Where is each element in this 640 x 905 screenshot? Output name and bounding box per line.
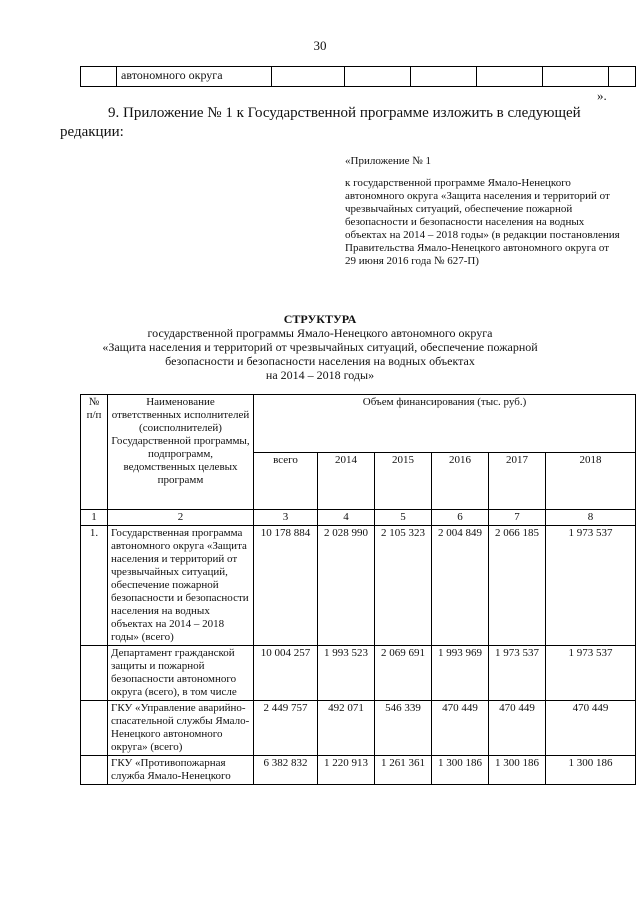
- structure-line: безопасности и безопасности населения на водных объектах: [165, 354, 475, 368]
- row-value: 492 071: [318, 701, 375, 756]
- table-row: [81, 526, 636, 646]
- table-cell: [81, 67, 117, 87]
- table-cell: [609, 67, 636, 87]
- structure-table: [80, 394, 636, 785]
- structure-line: государственной программы Ямало-Ненецкого автономного округа: [147, 326, 493, 340]
- row-num: [81, 646, 108, 701]
- structure-title: СТРУКТУРА: [283, 312, 357, 326]
- row-value: 2 069 691: [375, 646, 432, 701]
- row-value: 1 973 537: [546, 526, 636, 646]
- row-num: 1.: [81, 526, 108, 646]
- column-number: 2: [108, 510, 254, 526]
- row-value: 1 261 361: [375, 756, 432, 785]
- column-number: 6: [432, 510, 489, 526]
- row-value: 1 993 969: [432, 646, 489, 701]
- column-number: 1: [81, 510, 108, 526]
- annex-body: к государственной программе Ямало-Ненецкого автономного округа «Защита населения и территорий от чрезвычайных ситуаций, обеспечение пожарной безопасности и безопасности населения на водных объектах на 2014 – 2018 годы» (в редакции постановления Правительства Ямало-Ненецкого автономного округа от 29 июня 2016 года № 627-П): [345, 177, 620, 267]
- row-name: Департамент гражданской защиты и пожарной безопасности автономного округа (всего), в том числе: [108, 646, 254, 701]
- column-number: 4: [318, 510, 375, 526]
- header-col: 2017: [489, 452, 546, 510]
- row-name: ГКУ «Противопожарная служба Ямало-Ненецкого: [108, 756, 254, 785]
- table-header-row: [81, 395, 636, 453]
- table-cell: [345, 67, 411, 87]
- column-number: 7: [489, 510, 546, 526]
- table-cell: автономного округа: [117, 67, 272, 87]
- annex-header: [345, 155, 620, 268]
- column-number: 3: [254, 510, 318, 526]
- structure-line: «Защита населения и территорий от чрезвычайных ситуаций, обеспечение пожарной: [102, 340, 538, 354]
- table-cell: [411, 67, 477, 87]
- row-value: 1 300 186: [489, 756, 546, 785]
- table-row: [81, 756, 636, 785]
- table-cell: [272, 67, 345, 87]
- row-value: 470 449: [546, 701, 636, 756]
- row-num: [81, 701, 108, 756]
- row-num: [81, 756, 108, 785]
- column-number: 8: [546, 510, 636, 526]
- table-cell: [543, 67, 609, 87]
- header-col: 2018: [546, 452, 636, 510]
- structure-line: на 2014 – 2018 годы»: [265, 368, 375, 382]
- row-value: 1 300 186: [546, 756, 636, 785]
- row-value: 6 382 832: [254, 756, 318, 785]
- header-col: 2015: [375, 452, 432, 510]
- row-name: Государственная программа автономного округа «Защита населения и территорий от чрезвычайных ситуаций, обеспечение пожарной безопасности и безопасности населения на водных объектах на 2014 – 2018 годы» (всего): [108, 526, 254, 646]
- row-value: 2 004 849: [432, 526, 489, 646]
- row-value: 470 449: [489, 701, 546, 756]
- row-value: 2 028 990: [318, 526, 375, 646]
- header-col: 2014: [318, 452, 375, 510]
- page-number: 30: [313, 38, 327, 53]
- previous-table-tail: [80, 66, 636, 87]
- annex-title: «Приложение № 1: [345, 155, 432, 167]
- closing-quote: ».: [597, 88, 607, 103]
- item-9-paragraph: [60, 104, 624, 142]
- structure-heading: [0, 312, 640, 382]
- column-number: 5: [375, 510, 432, 526]
- item-9-line2: редакции:: [60, 124, 124, 140]
- table-row: [81, 701, 636, 756]
- header-funding: Объем финансирования (тыс. руб.): [254, 395, 636, 453]
- row-value: 470 449: [432, 701, 489, 756]
- row-value: 1 973 537: [489, 646, 546, 701]
- table-cell: [477, 67, 543, 87]
- row-value: 546 339: [375, 701, 432, 756]
- table-row: [81, 646, 636, 701]
- header-col: всего: [254, 452, 318, 510]
- row-value: 10 004 257: [254, 646, 318, 701]
- row-value: 1 993 523: [318, 646, 375, 701]
- column-number-row: [81, 510, 636, 526]
- row-name: ГКУ «Управление аварийно-спасательной службы Ямало-Ненецкого автономного округа» (всего): [108, 701, 254, 756]
- row-value: 1 300 186: [432, 756, 489, 785]
- row-value: 1 220 913: [318, 756, 375, 785]
- row-value: 1 973 537: [546, 646, 636, 701]
- row-value: 2 105 323: [375, 526, 432, 646]
- header-num: № п/п: [81, 395, 108, 510]
- row-value: 10 178 884: [254, 526, 318, 646]
- item-9-line1: 9. Приложение № 1 к Государственной программе изложить в следующей: [108, 105, 581, 121]
- header-col: 2016: [432, 452, 489, 510]
- row-value: 2 449 757: [254, 701, 318, 756]
- row-value: 2 066 185: [489, 526, 546, 646]
- header-name: Наименование ответственных исполнителей (соисполнителей) Государственной программы, подпрограмм, ведомственных целевых программ: [108, 395, 254, 510]
- table-row: [81, 67, 636, 87]
